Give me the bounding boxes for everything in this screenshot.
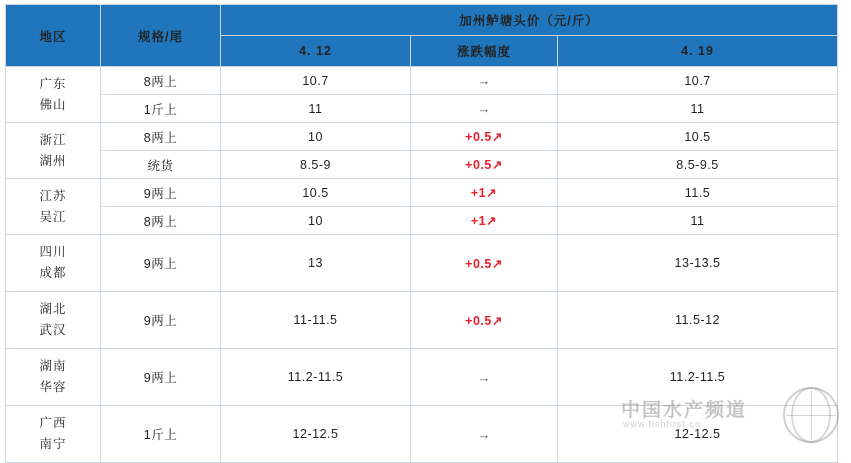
price-cell-date-2: 11.5-12 — [558, 292, 838, 349]
spec-cell: 9两上 — [101, 235, 221, 292]
change-cell — [411, 406, 558, 463]
region-city: 湖州 — [39, 153, 67, 168]
region-city: 吴江 — [39, 209, 67, 224]
region-city: 武汉 — [39, 323, 67, 337]
price-cell-date-1: 12-12.5 — [221, 406, 411, 463]
price-cell-date-2: 8.5-9.5 — [558, 151, 838, 179]
change-cell — [411, 207, 558, 235]
change-value-up: +0.5 — [465, 313, 492, 328]
spec-cell: 8两上 — [101, 67, 221, 95]
arrow-flat-icon: → — [477, 369, 491, 385]
arrow-flat-icon: → — [477, 101, 491, 116]
table-body — [6, 67, 838, 463]
column-header-region: 地区 — [6, 5, 101, 67]
column-header-date-2: 4. 19 — [558, 36, 838, 67]
spec-cell: 1斤上 — [101, 95, 221, 123]
spec-cell: 9两上 — [101, 292, 221, 349]
region-city: 佛山 — [39, 97, 67, 112]
spec-cell: 统货 — [101, 151, 221, 179]
table-row — [6, 95, 838, 123]
column-header-change: 涨跌幅度 — [411, 36, 558, 67]
arrow-up-icon: ↗ — [486, 214, 498, 228]
watermark-text: 中国水产频道 — [621, 400, 748, 421]
region-province: 湖北 — [39, 302, 67, 317]
header-row-1 — [6, 5, 838, 36]
price-table — [5, 4, 838, 463]
region-province: 四川 — [39, 245, 67, 260]
price-cell-date-2: 11 — [558, 207, 838, 235]
arrow-flat-icon: → — [477, 426, 491, 442]
region-city: 南宁 — [39, 437, 67, 451]
price-cell-date-1: 11.2-11.5 — [221, 349, 411, 406]
column-header-date-1: 4. 12 — [221, 36, 411, 67]
change-value-up: +1 — [470, 214, 487, 228]
spec-cell: 8两上 — [101, 207, 221, 235]
change-value-up: +0.5 — [465, 130, 492, 144]
price-cell-date-1: 10.7 — [221, 67, 411, 95]
price-cell-date-2: 11 — [558, 95, 838, 123]
arrow-up-icon: ↗ — [486, 186, 498, 200]
region-city: 华容 — [39, 380, 67, 394]
region-city: 成都 — [39, 266, 67, 280]
region-cell — [6, 179, 101, 235]
arrow-up-icon: ↗ — [491, 130, 503, 144]
region-cell — [6, 406, 101, 463]
region-cell — [6, 349, 101, 406]
table-row — [6, 235, 838, 292]
table-row — [6, 406, 838, 463]
price-cell-date-1: 13 — [221, 235, 411, 292]
change-cell — [411, 95, 558, 123]
column-header-spec: 规格/尾 — [101, 5, 221, 67]
region-cell — [6, 235, 101, 292]
table-row — [6, 67, 838, 95]
change-cell — [411, 179, 558, 207]
change-value-up: +1 — [470, 186, 487, 200]
price-cell-date-1: 8.5-9 — [221, 151, 411, 179]
change-cell — [411, 235, 558, 292]
price-cell-date-2: 11.5 — [558, 179, 838, 207]
price-cell-date-2: 11.2-11.5 — [558, 349, 838, 406]
region-province: 江苏 — [39, 188, 67, 203]
table-row — [6, 151, 838, 179]
table-row — [6, 292, 838, 349]
price-cell-date-2: 10.5 — [558, 123, 838, 151]
price-cell-date-2: 13-13.5 — [558, 235, 838, 292]
region-province: 湖南 — [39, 359, 67, 374]
region-province: 广东 — [39, 76, 67, 91]
watermark-url: www.fishfirst.cn — [623, 419, 702, 429]
arrow-up-icon: ↗ — [491, 158, 503, 172]
column-header-main-title: 加州鲈塘头价（元/斤） — [221, 5, 838, 36]
spec-cell: 8两上 — [101, 123, 221, 151]
table-row — [6, 349, 838, 406]
arrow-flat-icon: → — [477, 73, 491, 88]
price-cell-date-1: 10.5 — [221, 179, 411, 207]
price-cell-date-1: 10 — [221, 207, 411, 235]
change-cell — [411, 292, 558, 349]
spec-cell: 9两上 — [101, 179, 221, 207]
region-cell — [6, 123, 101, 179]
price-cell-date-2: 10.7 — [558, 67, 838, 95]
arrow-up-icon: ↗ — [491, 313, 503, 328]
region-cell — [6, 67, 101, 123]
change-cell — [411, 151, 558, 179]
change-value-up: +0.5 — [465, 256, 492, 271]
region-cell — [6, 292, 101, 349]
price-cell-date-1: 11 — [221, 95, 411, 123]
price-cell-date-1: 11-11.5 — [221, 292, 411, 349]
page-root — [0, 4, 851, 453]
spec-cell: 9两上 — [101, 349, 221, 406]
change-cell — [411, 67, 558, 95]
change-cell — [411, 349, 558, 406]
table-row — [6, 179, 838, 207]
region-province: 广西 — [39, 416, 67, 431]
table-row — [6, 123, 838, 151]
table-head — [6, 5, 838, 67]
change-cell — [411, 123, 558, 151]
spec-cell: 1斤上 — [101, 406, 221, 463]
price-cell-date-1: 10 — [221, 123, 411, 151]
price-cell-date-2: 12-12.5 — [558, 406, 838, 463]
arrow-up-icon: ↗ — [491, 256, 503, 271]
region-province: 浙江 — [39, 132, 67, 147]
change-value-up: +0.5 — [465, 158, 492, 172]
table-row — [6, 207, 838, 235]
